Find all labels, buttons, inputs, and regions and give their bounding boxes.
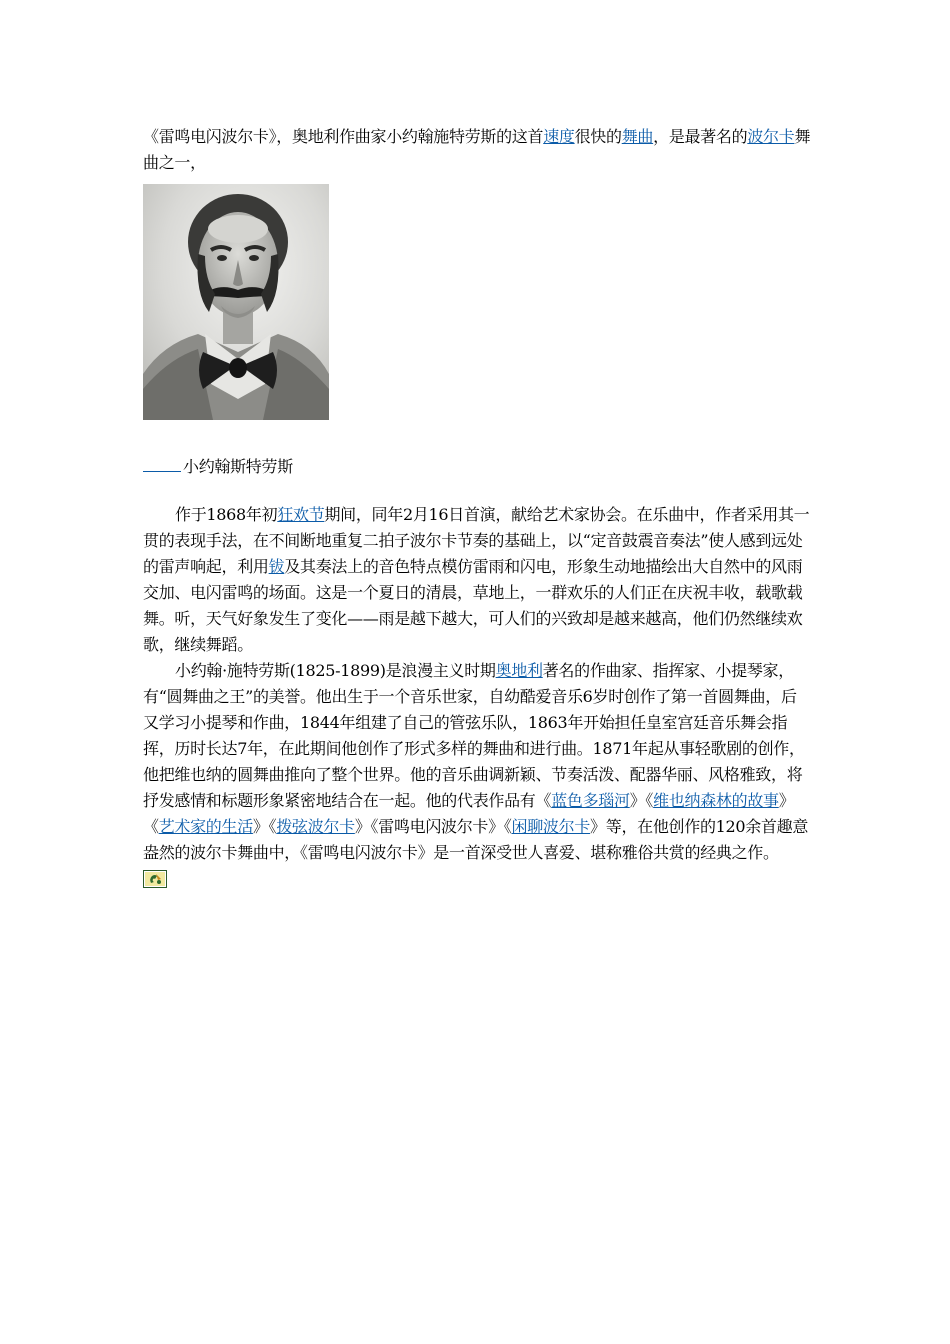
para2-text: 》《: [252, 817, 277, 836]
link-carnival[interactable]: 狂欢节: [277, 505, 325, 524]
portrait-caption: [143, 454, 811, 480]
portrait-photo: [143, 184, 329, 420]
link-cymbal[interactable]: 钹: [268, 557, 285, 576]
link-artists-life[interactable]: 艺术家的生活: [158, 817, 253, 836]
para2-text: 著名的作曲家、指挥家、小提琴家，有“圆舞曲之王”的美誉。他出生于一个音乐世家，自幼酷爱音乐6岁时创作了第一首圆舞曲，后又学习小提琴和作曲，1844年组建了自己的管弦乐队，1863年开始担任皇室宫廷音乐舞会指挥，历时长达7年，在此期间他创作了形式多样的舞曲和进行曲。1871年起从事轻歌剧的创作，他把维也纳的圆舞曲推向了整个世界。他的音乐曲调新颖、节奏活泼、配器华丽、风格雅致，将抒发感情和标题形象紧密地结合在一起。他的代表作品有《: [143, 661, 805, 810]
link-pizzicato-polka[interactable]: 拨弦波尔卡: [276, 817, 355, 836]
para1-text: 作于1868年初: [175, 505, 278, 524]
intro-text: ，是最著名的: [653, 127, 748, 146]
para2-text: 》《雷鸣电闪波尔卡》《: [354, 817, 512, 836]
intro-paragraph: [143, 124, 811, 176]
intro-text: 舞曲之一，: [143, 127, 811, 172]
caption-underline: [143, 457, 181, 472]
intro-text: 《雷鸣电闪波尔卡》，奥地利作曲家小约翰施特劳斯的这首: [143, 127, 544, 146]
link-dance[interactable]: 舞曲: [621, 127, 654, 146]
paragraph-biography: [143, 658, 811, 866]
para2-text: 》《: [143, 791, 795, 836]
link-vienna-woods[interactable]: 维也纳森林的故事: [653, 791, 779, 810]
intro-text: 很快的: [574, 127, 622, 146]
caption-text: 小约翰斯特劳斯: [183, 457, 293, 476]
link-speed[interactable]: 速度: [543, 127, 575, 146]
para1-text: 及其奏法上的音色特点模仿雷雨和闪电，形象生动地描绘出大自然中的风雨交加、电闪雷鸣的场面。这是一个夏日的清晨，草地上，一群欢乐的人们正在庆祝丰收，载歌载舞。听，天气好象发生了变化——雨是越下越大，可人们的兴致却是越来越高，他们仍然继续欢歌，继续舞蹈。: [143, 557, 803, 654]
document-body: [143, 124, 811, 888]
para2-text: 》等，在他创作的120余首趣意盎然的波尔卡舞曲中，《雷鸣电闪波尔卡》是一首深受世人喜爱、堪称雅俗共赏的经典之作。: [143, 817, 809, 862]
embedded-object-icon[interactable]: [143, 870, 167, 888]
link-polka[interactable]: 波尔卡: [747, 127, 795, 146]
para2-text: 》《: [629, 791, 654, 810]
link-austria[interactable]: 奥地利: [495, 661, 543, 680]
link-chit-chat-polka[interactable]: 闲聊波尔卡: [511, 817, 591, 836]
paragraph-composition: [143, 502, 811, 658]
para2-text: 小约翰·施特劳斯(1825-1899)是浪漫主义时期: [175, 661, 496, 680]
para1-text: 期间，同年2月16日首演，献给艺术家协会。在乐曲中，作者采用其一贯的表现手法，在不间断地重复二拍子波尔卡节奏的基础上，以“定音鼓震音奏法”使人感到远处的雷声响起，利用: [143, 505, 810, 576]
link-blue-danube[interactable]: 蓝色多瑙河: [551, 791, 630, 810]
